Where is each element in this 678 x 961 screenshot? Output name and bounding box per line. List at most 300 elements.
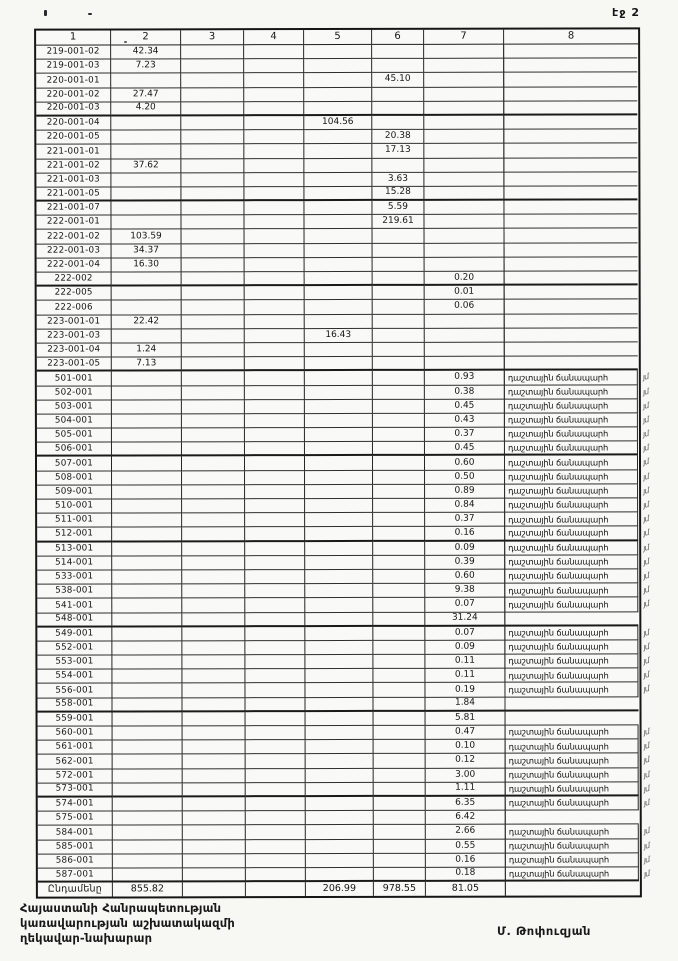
table-row — [37, 498, 650, 513]
column-header-5: 5 — [304, 30, 372, 45]
value-cell-col4 — [246, 726, 306, 740]
value-cell-col3 — [183, 740, 246, 754]
table-row — [37, 413, 649, 428]
note-cell — [503, 158, 637, 172]
table-row — [36, 44, 638, 59]
value-cell-col7 — [424, 215, 504, 229]
value-cell-col6 — [373, 414, 425, 428]
value-cell-col3 — [182, 698, 245, 712]
value-cell-col7: 6.35 — [426, 797, 506, 811]
value-cell-col2 — [112, 584, 182, 598]
total-value-cell-col7: 81.05 — [426, 882, 506, 896]
note-cell — [504, 314, 638, 328]
value-cell-col4 — [244, 159, 304, 173]
handwritten-margin-mark: յմ — [642, 400, 649, 411]
value-cell-col6 — [373, 641, 425, 655]
table-header-row — [36, 29, 638, 45]
value-cell-col3 — [182, 471, 245, 485]
value-cell-col7: 0.84 — [425, 499, 505, 513]
value-cell-col3 — [182, 343, 245, 357]
value-cell-col2 — [111, 74, 181, 88]
value-cell-col6 — [373, 499, 425, 513]
value-cell-col5 — [305, 698, 373, 712]
value-cell-col2 — [112, 457, 182, 471]
value-cell-col6 — [373, 357, 425, 371]
value-cell-col5 — [305, 556, 373, 570]
page-number-label: էջ 2 — [612, 6, 640, 19]
value-cell-col6 — [374, 825, 426, 839]
value-cell-col6: 15.28 — [372, 187, 424, 201]
value-cell-col2 — [112, 627, 182, 641]
value-cell-col4 — [245, 457, 305, 471]
value-cell-col6 — [374, 783, 426, 797]
value-cell-col7: 0.19 — [425, 683, 505, 697]
handwritten-margin-mark: յմ — [642, 457, 650, 468]
value-cell-col6 — [373, 570, 425, 584]
value-cell-col5 — [305, 683, 373, 697]
table-row — [37, 356, 639, 371]
value-cell-col3 — [182, 414, 245, 428]
value-cell-col6 — [373, 329, 425, 343]
table-row — [36, 73, 638, 88]
value-cell-col5 — [305, 627, 373, 641]
table-row — [37, 427, 649, 442]
table-row — [37, 640, 650, 655]
value-cell-col3 — [182, 542, 245, 556]
row-code-cell: 556-001 — [37, 684, 112, 698]
table-row — [37, 442, 650, 457]
handwritten-margin-mark: յմ — [643, 840, 650, 851]
value-cell-col3 — [182, 457, 245, 471]
table-row — [36, 172, 638, 187]
note-cell: դաշտային ճանապարհ — [504, 442, 638, 456]
table-row — [36, 144, 638, 159]
value-cell-col4 — [245, 627, 305, 641]
value-cell-col5 — [305, 513, 373, 527]
value-cell-col4 — [245, 272, 305, 286]
note-cell — [503, 215, 637, 229]
row-code-cell: 222-001-03 — [37, 244, 112, 258]
table-row — [38, 754, 650, 769]
row-code-cell: 574-001 — [38, 797, 113, 811]
table-row — [36, 115, 638, 130]
value-cell-col7 — [425, 357, 505, 371]
value-cell-col6: 5.59 — [372, 201, 424, 215]
value-cell-col4 — [244, 102, 304, 116]
note-cell — [504, 243, 638, 257]
value-cell-col5 — [306, 768, 374, 782]
value-cell-col4 — [244, 215, 304, 229]
value-cell-col2: 42.34 — [111, 45, 181, 59]
value-cell-col4 — [245, 471, 305, 485]
table-row — [37, 300, 639, 315]
value-cell-col4 — [245, 641, 305, 655]
value-cell-col2 — [112, 499, 182, 513]
value-cell-col7: 0.06 — [425, 300, 505, 314]
row-code-cell: 222-001-02 — [37, 230, 112, 244]
row-code-cell: 533-001 — [37, 570, 112, 584]
value-cell-col5 — [305, 471, 373, 485]
value-cell-col4 — [246, 797, 306, 811]
table-row — [38, 782, 650, 797]
value-cell-col7 — [425, 314, 505, 328]
row-code-cell: 221-001-01 — [36, 145, 111, 159]
footer-line: Հայաստանի Հանրապետության — [20, 901, 222, 915]
value-cell-col4 — [245, 598, 305, 612]
total-value-cell-col6: 978.55 — [374, 882, 426, 896]
row-code-cell: 502-001 — [37, 386, 112, 400]
value-cell-col3 — [182, 386, 245, 400]
value-cell-col3 — [182, 669, 245, 683]
table-row — [37, 328, 639, 343]
value-cell-col7: 0.11 — [425, 669, 505, 683]
value-cell-col6 — [374, 797, 426, 811]
value-cell-col6 — [373, 612, 425, 626]
value-cell-col5 — [305, 272, 373, 286]
value-cell-col6 — [373, 470, 425, 484]
value-cell-col6 — [374, 811, 426, 825]
value-cell-col4 — [245, 357, 305, 371]
row-code-cell: 513-001 — [37, 542, 112, 556]
table-row — [37, 286, 639, 301]
value-cell-col4 — [244, 130, 304, 144]
note-cell — [504, 286, 638, 300]
value-cell-col5 — [306, 740, 374, 754]
value-cell-col3 — [182, 244, 245, 258]
value-cell-col5 — [306, 811, 374, 825]
note-cell — [503, 115, 637, 129]
value-cell-col7: 0.07 — [425, 626, 505, 640]
value-cell-col5 — [306, 868, 374, 882]
row-code-cell: 222-002 — [37, 272, 112, 286]
value-cell-col2 — [112, 414, 182, 428]
value-cell-col3 — [181, 145, 244, 159]
handwritten-margin-mark: յմ — [643, 826, 650, 837]
row-code-cell: 223-001-03 — [37, 329, 112, 343]
table-row — [36, 101, 638, 116]
scan-speck — [88, 13, 92, 15]
value-cell-col3 — [182, 513, 245, 527]
table-row — [37, 669, 650, 684]
value-cell-col4 — [245, 698, 305, 712]
value-cell-col7: 0.01 — [425, 286, 505, 300]
note-cell — [503, 87, 637, 101]
value-cell-col5 — [305, 499, 373, 513]
value-cell-col3 — [182, 372, 245, 386]
value-cell-col7: 9.38 — [425, 584, 505, 598]
handwritten-margin-mark: յմ — [642, 570, 650, 581]
value-cell-col6 — [372, 87, 424, 101]
value-cell-col4 — [245, 442, 305, 456]
value-cell-col5 — [305, 400, 373, 414]
handwritten-margin-mark: յմ — [642, 797, 650, 808]
value-cell-col7: 0.16 — [425, 527, 505, 541]
value-cell-col2 — [112, 400, 182, 414]
value-cell-col3 — [182, 584, 245, 598]
value-cell-col2 — [112, 301, 182, 315]
value-cell-col7 — [424, 116, 504, 130]
value-cell-col7 — [424, 130, 504, 144]
handwritten-margin-mark: յմ — [642, 726, 650, 737]
table-row — [37, 257, 639, 272]
handwritten-margin-mark: յմ — [642, 656, 650, 666]
handwritten-margin-mark: յմ — [642, 755, 650, 766]
total-value-cell-col3 — [183, 882, 246, 896]
value-cell-col5 — [304, 173, 372, 187]
value-cell-col4 — [244, 144, 304, 158]
row-code-cell: 554-001 — [37, 670, 112, 684]
note-cell — [504, 697, 638, 711]
note-cell: դաշտային ճանապարհ — [504, 654, 638, 668]
value-cell-col2 — [112, 599, 182, 613]
note-cell: դաշտային ճանապարհ — [504, 427, 638, 441]
value-cell-col6 — [374, 740, 426, 754]
value-cell-col2 — [113, 783, 183, 797]
note-cell — [503, 200, 637, 214]
row-code-cell: 553-001 — [37, 656, 112, 670]
value-cell-col6 — [373, 258, 425, 272]
footer-line: կառավարության աշխատակազմի — [20, 916, 235, 930]
value-cell-col5 — [306, 783, 374, 797]
value-cell-col4 — [245, 315, 305, 329]
value-cell-col3 — [182, 258, 245, 272]
value-cell-col7: 0.09 — [425, 641, 505, 655]
note-cell: դաշտային ճանապարհ — [504, 484, 638, 498]
row-code-cell: 219-001-02 — [36, 45, 111, 59]
column-header-8: 8 — [504, 29, 638, 44]
row-code-cell: 559-001 — [38, 712, 113, 726]
value-cell-col2 — [112, 443, 182, 457]
value-cell-col6 — [374, 712, 426, 726]
value-cell-col5 — [305, 343, 373, 357]
footer-line: ղեկավար-նախարար — [20, 931, 153, 945]
value-cell-col6 — [373, 243, 425, 257]
note-cell — [503, 186, 637, 200]
value-cell-col7: 0.39 — [425, 555, 505, 569]
value-cell-col3 — [183, 755, 246, 769]
value-cell-col7: 0.60 — [425, 570, 505, 584]
value-cell-col7: 0.09 — [425, 541, 505, 555]
value-cell-col7: 5.81 — [426, 711, 506, 725]
row-code-cell: 507-001 — [37, 457, 112, 471]
value-cell-col3 — [181, 74, 244, 88]
value-cell-col5 — [305, 414, 373, 428]
handwritten-margin-mark: յմ — [642, 499, 650, 510]
value-cell-col3 — [181, 59, 244, 73]
row-code-cell: 541-001 — [37, 599, 112, 613]
value-cell-col2: 103.59 — [112, 230, 182, 244]
row-code-cell: 572-001 — [38, 769, 113, 783]
row-code-cell: 221-001-07 — [36, 202, 111, 216]
value-cell-col7 — [425, 229, 505, 243]
handwritten-margin-mark: յմ — [643, 854, 650, 865]
value-cell-col4 — [244, 173, 304, 187]
value-cell-col4 — [244, 116, 304, 130]
value-cell-col2: 16.30 — [112, 258, 182, 272]
value-cell-col5 — [305, 669, 373, 683]
value-cell-col7: 2.66 — [426, 825, 506, 839]
value-cell-col4 — [246, 811, 306, 825]
note-cell: դաշտային ճանապարհ — [504, 513, 638, 527]
value-cell-col5 — [305, 286, 373, 300]
note-cell: դաշտային ճանապարհ — [504, 371, 638, 385]
value-cell-col4 — [245, 542, 305, 556]
value-cell-col2 — [113, 868, 183, 882]
note-cell: դաշտային ճանապարհ — [504, 569, 638, 583]
value-cell-col2 — [113, 726, 183, 740]
note-cell: դաշտային ճանապարհ — [504, 498, 638, 512]
value-cell-col7: 1.84 — [425, 697, 505, 711]
value-cell-col2: 1.24 — [112, 343, 182, 357]
row-code-cell: 573-001 — [38, 783, 113, 797]
handwritten-margin-mark: յմ — [642, 414, 649, 425]
table-row — [36, 59, 638, 74]
value-cell-col2 — [111, 173, 181, 187]
value-cell-col2 — [112, 670, 182, 684]
value-cell-col7: 0.50 — [425, 470, 505, 484]
value-cell-col3 — [182, 442, 245, 456]
value-cell-col2 — [112, 514, 182, 528]
table-row — [36, 186, 638, 201]
value-cell-col6 — [373, 697, 425, 711]
value-cell-col3 — [181, 130, 244, 144]
value-cell-col6: 3.63 — [372, 173, 424, 187]
row-code-cell: 561-001 — [38, 741, 113, 755]
value-cell-col5 — [304, 130, 372, 144]
value-cell-col7: 0.07 — [425, 598, 505, 612]
column-header-2: 2 — [111, 30, 181, 45]
scan-speck — [44, 10, 47, 16]
value-cell-col7: 0.43 — [425, 414, 505, 428]
value-cell-col5 — [304, 102, 372, 116]
value-cell-col2 — [112, 613, 182, 627]
value-cell-col5 — [305, 229, 373, 243]
row-code-cell: 220-001-01 — [36, 74, 111, 88]
column-header-6: 6 — [372, 30, 424, 45]
value-cell-col6 — [373, 527, 425, 541]
value-cell-col6 — [373, 456, 425, 470]
row-code-cell: 220-001-03 — [36, 102, 111, 116]
handwritten-margin-mark: յմ — [642, 741, 650, 751]
handwritten-margin-mark: յմ — [642, 783, 650, 794]
value-cell-col4 — [245, 584, 305, 598]
value-cell-col4 — [244, 73, 304, 87]
value-cell-col4 — [245, 258, 305, 272]
table-row — [37, 683, 650, 698]
value-cell-col5 — [304, 87, 372, 101]
value-cell-col5 — [305, 485, 373, 499]
value-cell-col7 — [424, 172, 504, 186]
value-cell-col7: 31.24 — [425, 612, 505, 626]
note-cell: դաշտային ճանապարհ — [504, 598, 638, 612]
value-cell-col2 — [113, 769, 183, 783]
row-code-cell: 538-001 — [37, 585, 112, 599]
table-row — [37, 569, 650, 584]
note-cell: դաշտային ճանապարհ — [504, 456, 638, 470]
value-cell-col3 — [181, 215, 244, 229]
table-row — [37, 470, 650, 485]
table-row — [38, 711, 640, 726]
note-cell: դաշտային ճանապարհ — [505, 754, 639, 768]
value-cell-col5 — [305, 598, 373, 612]
value-cell-col6: 20.38 — [372, 130, 424, 144]
value-cell-col7: 0.37 — [425, 513, 505, 527]
value-cell-col3 — [183, 712, 246, 726]
value-cell-col2 — [112, 428, 182, 442]
value-cell-col6 — [373, 683, 425, 697]
value-cell-col7 — [425, 243, 505, 257]
value-cell-col5 — [306, 825, 374, 839]
row-code-cell: 222-001-01 — [36, 216, 111, 230]
row-code-cell: 220-001-04 — [36, 116, 111, 130]
table-row — [37, 456, 650, 471]
footer-official-title — [20, 901, 235, 946]
note-cell: դաշտային ճանապարհ — [504, 669, 638, 683]
value-cell-col7 — [425, 343, 505, 357]
value-cell-col6 — [373, 343, 425, 357]
note-cell: դաշտային ճանապարհ — [504, 399, 638, 413]
table-row — [37, 229, 639, 244]
table-row — [38, 725, 650, 740]
row-code-cell: 220-001-05 — [36, 131, 111, 145]
value-cell-col7 — [424, 45, 504, 59]
value-cell-col5 — [305, 527, 373, 541]
value-cell-col7: 0.45 — [425, 399, 505, 413]
table-row — [37, 697, 639, 712]
column-header-1: 1 — [36, 30, 111, 45]
note-cell — [504, 342, 638, 356]
value-cell-col7: 0.89 — [425, 484, 505, 498]
value-cell-col3 — [182, 613, 245, 627]
row-code-cell: 511-001 — [37, 514, 112, 528]
value-cell-col2 — [112, 287, 182, 301]
value-cell-col6 — [373, 385, 425, 399]
table-row — [37, 484, 650, 499]
value-cell-col4 — [245, 371, 305, 385]
value-cell-col5 — [305, 641, 373, 655]
value-cell-col4 — [245, 669, 305, 683]
handwritten-margin-mark: յմ — [642, 627, 650, 638]
handwritten-margin-mark: յմ — [642, 769, 650, 780]
value-cell-col7: 1.11 — [426, 782, 506, 796]
value-cell-col7 — [424, 87, 504, 101]
value-cell-col6 — [372, 59, 424, 73]
note-cell — [505, 711, 639, 725]
handwritten-margin-mark: յմ — [642, 429, 649, 439]
note-cell: դաշտային ճանապարհ — [504, 626, 638, 640]
table-row — [38, 740, 650, 755]
value-cell-col6 — [374, 839, 426, 853]
row-code-cell: 222-001-04 — [37, 258, 112, 272]
row-code-cell: 510-001 — [37, 499, 112, 513]
value-cell-col4 — [245, 613, 305, 627]
value-cell-col2 — [112, 329, 182, 343]
row-code-cell: 505-001 — [37, 429, 112, 443]
value-cell-col4 — [246, 854, 306, 868]
value-cell-col6 — [374, 868, 426, 882]
total-label-cell: Ընդամենը — [38, 883, 113, 897]
row-code-cell: 501-001 — [37, 372, 112, 386]
note-cell: դաշտային ճանապարհ — [504, 541, 638, 555]
note-cell — [504, 328, 638, 342]
value-cell-col3 — [182, 655, 245, 669]
value-cell-col2 — [111, 201, 181, 215]
table-row — [37, 555, 650, 570]
value-cell-col3 — [182, 286, 245, 300]
value-cell-col5 — [305, 584, 373, 598]
handwritten-margin-mark: յմ — [642, 556, 650, 567]
value-cell-col2 — [112, 570, 182, 584]
